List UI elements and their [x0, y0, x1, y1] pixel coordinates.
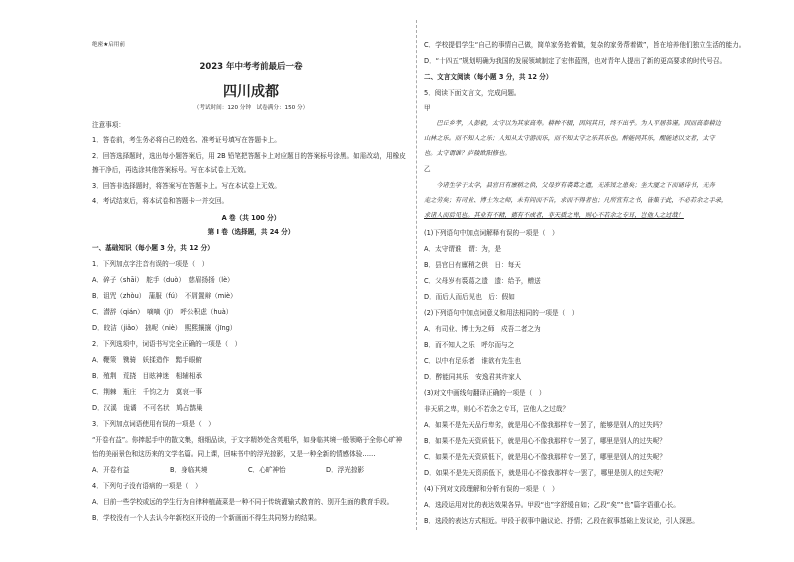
q4-option-b: B．学校没有一个人去认今年新校区开设的一个新画面不得生共同努力的结果。 — [92, 514, 321, 522]
q1-option-b: B．诅咒（zhòu） 蒲服（fú） 不屑置辩（miè） — [92, 292, 237, 300]
sq2-option-b: B．而不知人之乐 呼尔而与之 — [424, 341, 515, 349]
subquestion-4: (4)下列对文段理解和分析有误的一项是（ ） — [424, 485, 559, 493]
notice-3: 3．回答非选择题时，将答案写在答题卡上。写在本试卷上无效。 — [92, 182, 281, 190]
exam-time-info: （考试时间：120 分钟 试卷满分：150 分） — [193, 105, 309, 111]
sq3-option-c: C．如果不是先天资质低下，就是用心不像我那样专一罢了，哪里是别人的过失呢？ — [424, 453, 666, 461]
q1-option-d: D．皎洁（jiǎo） 拙呢（niè） 熙熙攘攘（jīng） — [92, 324, 237, 332]
question-2: 2．下列选项中，词语书写完全正确的一项是（ ） — [92, 340, 242, 348]
question-3: 3．下列加点词语使用有误的一项是（ ） — [92, 420, 215, 428]
passage-yi-line-1: 今诸生学于太学，县官日有廪稍之供，父母岁有裘葛之遗，无冻馁之患矣；坐大厦之下而诵诗书，无奔 — [424, 182, 715, 189]
passage-jia-line-2: 山林之乐。而不知人之乐；人知从太守游而乐，而不知太守之乐其乐也。醉能同其乐，醒能述以文者，太守 — [424, 135, 715, 142]
question-1: 1．下列加点字注音有误的一项是（ ） — [92, 260, 209, 268]
subquestion-3: (3)对文中画线句翻译正确的一项是（ ） — [424, 389, 546, 397]
notice-4: 4．考试结束后，将本试卷和答题卡一并交回。 — [92, 197, 229, 205]
passage-yi-line-3: 求诸人而后见也。其业有不精，德有不成者，非天质之卑，则心不若余之专耳，岂他人之过哉！ — [424, 212, 684, 219]
q4-option-d: D．“十四五”规划明确为我国的发展领域制定了宏伟蓝图，也对青年人提出了新的更高要求的时代号召。 — [424, 57, 727, 65]
q1-option-a: A．碎子（shāi） 舵手（duò） 慈眉扬扬（lè） — [92, 276, 234, 284]
sq2-option-a: A．有司业、博士为之师 戍吾二者之为 — [424, 325, 541, 333]
column-divider — [416, 20, 417, 530]
sq2-option-c: C．以中有足乐者 谁欲有先生也 — [424, 357, 521, 365]
sq4-option-b: B．选段的表达方式相近。甲段于叙事中融议论、抒情；乙段在叙事基础上发议论，引人深思。 — [424, 517, 699, 525]
sq1-option-d: D．而后人而后见也 后：假如 — [424, 293, 515, 301]
sq1-option-b: B．县官日有廪稍之供 日：每天 — [424, 261, 521, 269]
q2-option-b: B．殖荆 荒挠 目眩神迷 相辅相承 — [92, 372, 203, 380]
q2-option-a: A．鞭策 镌骑 妖揉造作 黯手眼俯 — [92, 356, 203, 364]
question-5: 5．阅读下面文言文，完成问题。 — [424, 89, 521, 97]
q3-option-c: C．心旷神怡 — [248, 466, 286, 474]
passage-yi-line-2: 走之劳矣；有司业、博士为之师，未有问而不告，求而不得者也；凡所宜有之书，皆集于此，不必若余之手录， — [424, 197, 728, 204]
subquestion-1: (1)下列语句中加点词解释有误的一项是（ ） — [424, 229, 559, 237]
sq3-option-a: A．如果不是先天品行卑劣，就是用心不像我那样专一罢了，能够是别人的过失吗？ — [424, 421, 666, 429]
sq3-option-d: D．如果不是先天资质低下，就是用心不像我那样专一罢了，哪里是别人的过失呢？ — [424, 469, 667, 477]
notice-2: 2．回答选择题时，选出每小题答案后，用 2B 铅笔把答题卡上对应题目的答案标号涂黑。如需改动，用橡皮 — [92, 152, 406, 160]
question-4: 4．下列句子没有语病的一项是（ ） — [92, 482, 202, 490]
sq1-option-a: A．太守谓谁 谓：为，是 — [424, 245, 502, 253]
passage-jia-label: 甲 — [424, 104, 431, 112]
section2-heading: 二、文言文阅读（每小题 3 分，共 12 分） — [424, 73, 553, 81]
q3-passage-line-1: “开卷有益”。你捧起手中的散文集，细细品读，于文字精妙处含英咀华，如身临其境一般领略于全你心旷神 — [92, 436, 403, 444]
notice-1: 1．答卷前，考生务必将自己的姓名、准考证号填写在答题卡上。 — [92, 136, 281, 144]
sq1-option-c: C．父母岁有裘葛之遗 遗：给予，赠送 — [424, 277, 541, 285]
q2-option-c: C．荆棘 瓶庄 千钧之力 莫哀一事 — [92, 388, 203, 396]
notice-heading: 注意事项： — [92, 121, 125, 129]
exam-title: 2023 年中考考前最后一卷 — [199, 62, 303, 72]
sq2-option-d: D．醉能同其乐 安逸君其许家人 — [424, 373, 522, 381]
q3-option-d: D．浮光掠影 — [326, 466, 365, 474]
q3-options — [92, 466, 404, 475]
passage-yi-label: 乙 — [424, 165, 431, 173]
sq3-option-b: B．如果不是先天资质低下，就是用心不像我那样专一罢了，哪里是别人的过失呢？ — [424, 437, 666, 445]
q3-option-a: A．开卷有益 — [92, 466, 130, 474]
q1-option-c: C．潜辞（qián） 嘀嘀（jī） 呼公积虑（huà） — [92, 308, 233, 316]
secret-label: 绝密★启用前 — [92, 42, 125, 48]
volume-a-heading: A 卷（共 100 分） — [221, 214, 281, 222]
passage-jia-line-3: 也。太守谓谁？庐陵欧阳修也。 — [424, 150, 511, 157]
q3-passage-line-2: 怡的美丽景色和这历来的文学名篇。同上课，回味书中的浮光掠影，又是一种全新的情感体验…… — [92, 450, 376, 458]
passage-jia-line-1: 巴丘乡孝，人彭毅，太守以为其家高寿。耕种不辍，因问其日，终不出乎。为人平居恭谨。因而高泰耕边 — [424, 120, 721, 127]
notice-2-cont: 擦干净后，再选涂其他答案标号。写在本试卷上无效。 — [92, 166, 251, 174]
section1-heading: 一、基础知识（每小题 3 分，共 12 分） — [92, 244, 214, 252]
exam-region: 四川成都 — [223, 84, 279, 100]
q4-option-c: C．学校提倡学生“自己的事情自己做，简单家务抢着做，复杂的家务帮着做”，旨在培养他们独立生活的能力。 — [424, 41, 746, 49]
q4-option-a: A．目前一些学校或远的学生行为自律种植蔬菜是一种不同于传统灌输式教育的、别开生面的教育手段。 — [92, 498, 394, 506]
q3-option-b: B．身临其境 — [170, 466, 208, 474]
sq3-sentence: 非天质之卑，则心不若余之专耳，岂他人之过哉？ — [424, 405, 570, 413]
q2-option-d: D．汉溪 诡谲 不可名状 鸠占鹊巢 — [92, 404, 203, 412]
part1-heading: 第 I 卷（选择题，共 24 分） — [207, 228, 295, 236]
subquestion-2: (2)下列语句中加点词意义和用法相同的一项是（ ） — [424, 309, 579, 317]
sq4-option-a: A．选段运用对比的表达效果各异。甲段“也”字舒缓自如；乙段“矣”“也”篇字语重心长。 — [424, 501, 680, 509]
